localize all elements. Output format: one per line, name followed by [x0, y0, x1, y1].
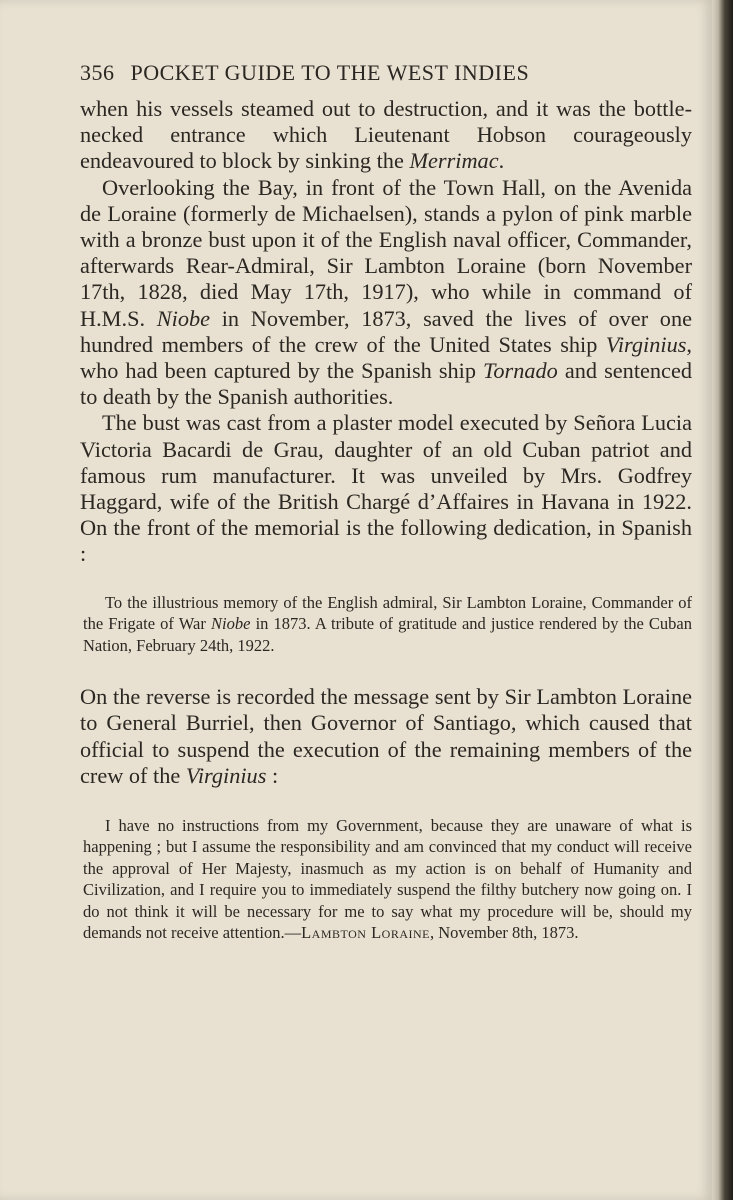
ship-name-merrimac: Merrimac	[409, 148, 499, 174]
message-date: , November 8th, 1873.	[430, 923, 579, 943]
message-signature: Lambton Loraine	[301, 923, 430, 943]
paragraph-2-part-d: and sentenced to death by the Spanish authorities.	[80, 358, 692, 410]
message-quote	[80, 815, 692, 944]
dedication-part-a: To the illustrious memory of the English admiral, Sir Lambton Loraine, Commander of the Frigate of War	[83, 592, 692, 634]
book-spine-edge	[712, 0, 733, 1200]
paragraph-2	[80, 175, 692, 411]
paragraph-1	[80, 96, 692, 175]
message-text: I have no instructions from my Government, because they are unaware of what is happening ; but I assume the responsibility and am convinced that my conduct will receive the approval of Her Majesty, inasmuch as my action is on behalf of Humanity and Civilization, and I require you to immediately suspend the filthy butchery now going on. I do not think it will be necessary for me to say what my procedure will be, should my demands not receive attention.—	[83, 815, 692, 943]
paragraph-2-part-a: Overlooking the Bay, in front of the Town Hall, on the Avenida de Loraine (formerly de Michaelsen), stands a pylon of pink marble with a bronze bust upon it of the English naval officer, Commander, afterwards Rear-Admiral, Sir Lambton Loraine (born November 17th, 1828, died May 17th, 1917), who while in command of H.M.S.	[80, 174, 692, 331]
dedication-quote	[80, 592, 692, 657]
ship-name-virginius-2: Virginius	[185, 762, 267, 788]
paragraph-2-part-c: , who had been captured by the Spanish ship	[80, 331, 692, 384]
ship-name-tornado: Tornado	[483, 358, 558, 384]
ship-name-virginius: Virginius	[605, 331, 687, 357]
paragraph-4-text: On the reverse is recorded the message sent by Sir Lambton Loraine to General Burriel, then Governor of Santiago, which caused that official to suspend the execution of the remaining members of the crew of the	[80, 684, 692, 788]
dedication-part-b: in 1873. A tribute of gratitude and justice rendered by the Cuban Nation, February 24th, 1922.	[83, 614, 692, 655]
paragraph-3: The bust was cast from a plaster model executed by Señora Lucia Victoria Bacardi de Grau, daughter of an old Cuban patriot and famous rum manufacturer. It was unveiled by Mrs. Godfrey Haggard, wife of the British Chargé d’Affaires in Havana in 1922. On the front of the memorial is the following dedication, in Spanish :	[80, 410, 692, 567]
spacer	[80, 568, 692, 592]
running-title: POCKET GUIDE TO THE WEST INDIES	[130, 60, 530, 85]
ship-name-niobe: Niobe	[156, 305, 211, 331]
page-number: 356	[80, 60, 115, 85]
running-head	[80, 58, 692, 88]
paragraph-1-end: .	[498, 148, 505, 174]
paragraph-4-end: :	[266, 762, 279, 788]
ship-name-niobe-quote: Niobe	[211, 614, 251, 634]
spacer	[80, 789, 692, 815]
paragraph-4	[80, 684, 692, 789]
spacer	[80, 656, 692, 684]
text-block	[80, 58, 692, 944]
paragraph-2-part-b: in November, 1873, saved the lives of over one hundred members of the crew of the United States ship	[80, 305, 693, 357]
paragraph-1-text: when his vessels steamed out to destruction, and it was the bottle-necked entrance which Lieutenant Hobson courageously endeavoured to block by sinking the	[80, 96, 692, 174]
